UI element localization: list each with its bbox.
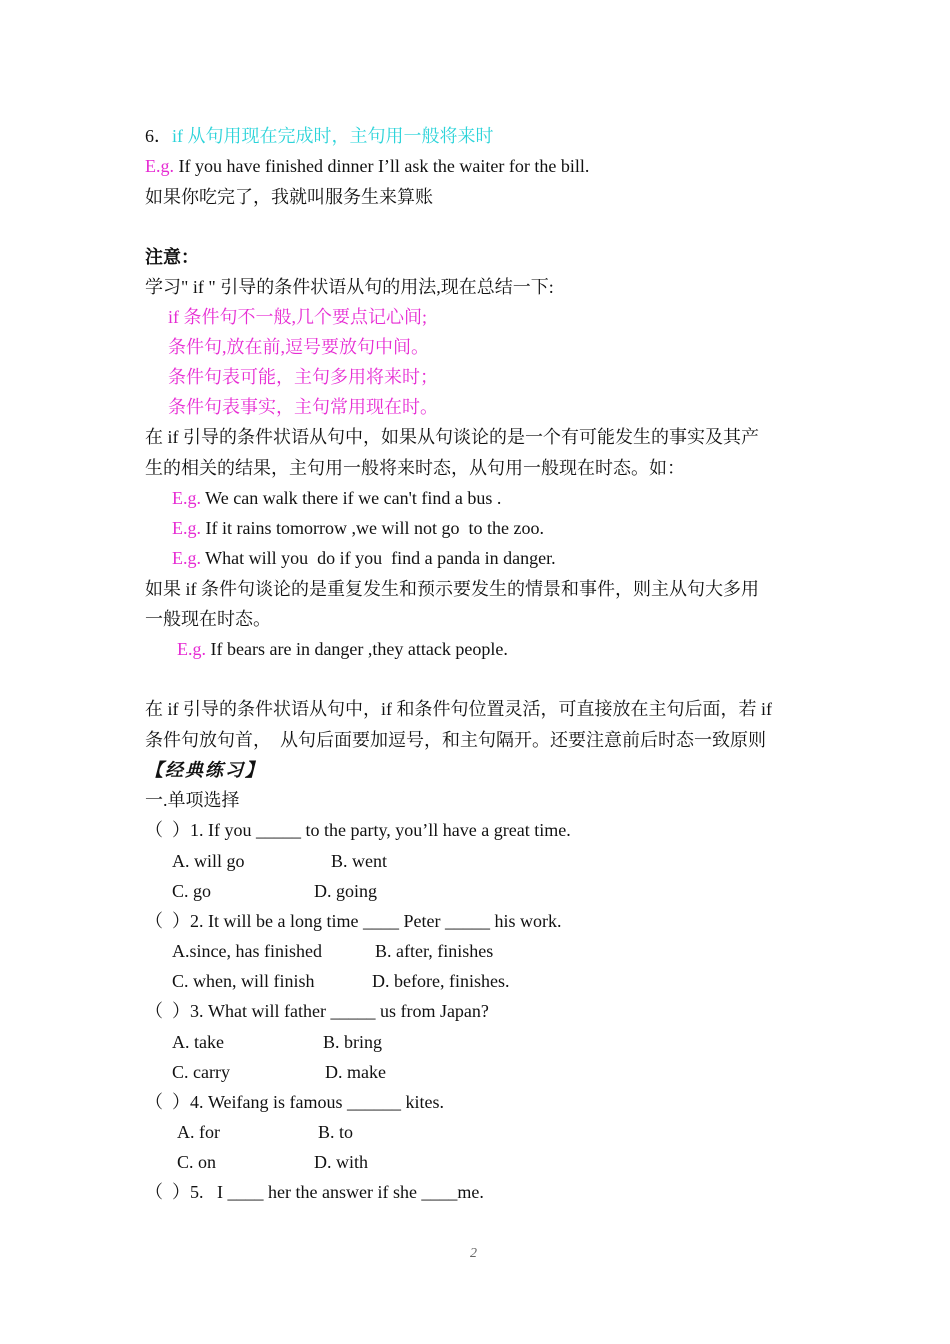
page-number: 2 bbox=[470, 1246, 477, 1261]
section-6-heading bbox=[145, 125, 494, 147]
eg-text: If you have finished dinner I’ll ask the waiter for the bill. bbox=[174, 156, 590, 176]
example-line bbox=[177, 638, 508, 660]
eg-label: E.g. bbox=[172, 548, 201, 568]
option-c: C. when, will finish bbox=[172, 971, 315, 991]
option-b: B. after, finishes bbox=[375, 941, 494, 961]
note-heading: 注意： bbox=[145, 247, 199, 267]
eg-text: What will you do if you find a panda in danger. bbox=[201, 548, 556, 568]
option-a: A. will go bbox=[172, 851, 245, 871]
translation-line: 如果你吃完了，我就叫服务生来算账 bbox=[145, 187, 433, 207]
note-intro: 学习" if " 引导的条件状语从句的用法,现在总结一下: bbox=[145, 277, 554, 297]
paragraph-line: 条件句放句首， 从句后面要加逗号，和主句隔开。还要注意前后时态一致原则 bbox=[145, 730, 766, 750]
option-a: A. take bbox=[172, 1032, 224, 1052]
eg-label: E.g. bbox=[177, 639, 206, 659]
option-d: D. going bbox=[314, 881, 377, 901]
rhyme-line: 条件句,放在前,逗号要放句中间。 bbox=[168, 337, 429, 357]
question-stem: （ ）4. Weifang is famous ______ kites. bbox=[145, 1092, 445, 1112]
option-d: D. with bbox=[314, 1152, 368, 1172]
practice-heading: 【经典练习】 bbox=[145, 760, 265, 780]
option-c: C. go bbox=[172, 881, 212, 901]
example-line bbox=[172, 517, 544, 539]
section-number: 6． bbox=[145, 126, 172, 146]
paragraph-line: 如果 if 条件句谈论的是重复发生和预示要发生的情景和事件，则主从句大多用 bbox=[145, 579, 759, 599]
option-b: B. to bbox=[318, 1122, 354, 1142]
example-line bbox=[172, 547, 556, 569]
paragraph-line: 一般现在时态。 bbox=[145, 609, 271, 629]
practice-section-title: 一.单项选择 bbox=[145, 790, 240, 810]
eg-text: We can walk there if we can't find a bus . bbox=[201, 488, 502, 508]
eg-label: E.g. bbox=[172, 488, 201, 508]
question-stem: （ ）1. If you _____ to the party, you’ll have a great time. bbox=[145, 820, 571, 840]
option-c: C. on bbox=[177, 1152, 217, 1172]
option-c: C. carry bbox=[172, 1062, 230, 1082]
paragraph-line: 生的相关的结果，主句用一般将来时态，从句用一般现在时态。如： bbox=[145, 458, 685, 478]
eg-label: E.g. bbox=[145, 156, 174, 176]
question-stem: （ ）5. I ____ her the answer if she ____me. bbox=[145, 1182, 484, 1202]
rhyme-line: 条件句表事实，主句常用现在时。 bbox=[168, 397, 438, 417]
paragraph-line: 在 if 引导的条件状语从句中，如果从句谈论的是一个有可能发生的事实及其产 bbox=[145, 427, 759, 447]
question-stem: （ ）3. What will father _____ us from Japan? bbox=[145, 1001, 489, 1021]
option-b: B. went bbox=[331, 851, 387, 871]
option-a: A. for bbox=[177, 1122, 220, 1142]
paragraph-line: 在 if 引导的条件状语从句中，if 和条件句位置灵活，可直接放在主句后面，若 if bbox=[145, 699, 772, 719]
option-b: B. bring bbox=[323, 1032, 383, 1052]
option-d: D. before, finishes. bbox=[372, 971, 510, 991]
eg-text: If it rains tomorrow ,we will not go to the zoo. bbox=[201, 518, 544, 538]
option-d: D. make bbox=[325, 1062, 386, 1082]
example-line bbox=[145, 155, 589, 177]
eg-label: E.g. bbox=[172, 518, 201, 538]
question-stem: （ ）2. It will be a long time ____ Peter _____ his work. bbox=[145, 911, 562, 931]
example-line bbox=[172, 487, 501, 509]
rhyme-line: if 条件句不一般,几个要点记心间; bbox=[168, 307, 427, 327]
option-a: A.since, has finished bbox=[172, 941, 322, 961]
eg-text: If bears are in danger ,they attack people. bbox=[206, 639, 508, 659]
rhyme-line: 条件句表可能，主句多用将来时； bbox=[168, 367, 438, 387]
section-title: if 从句用现在完成时，主句用一般将来时 bbox=[172, 126, 494, 146]
